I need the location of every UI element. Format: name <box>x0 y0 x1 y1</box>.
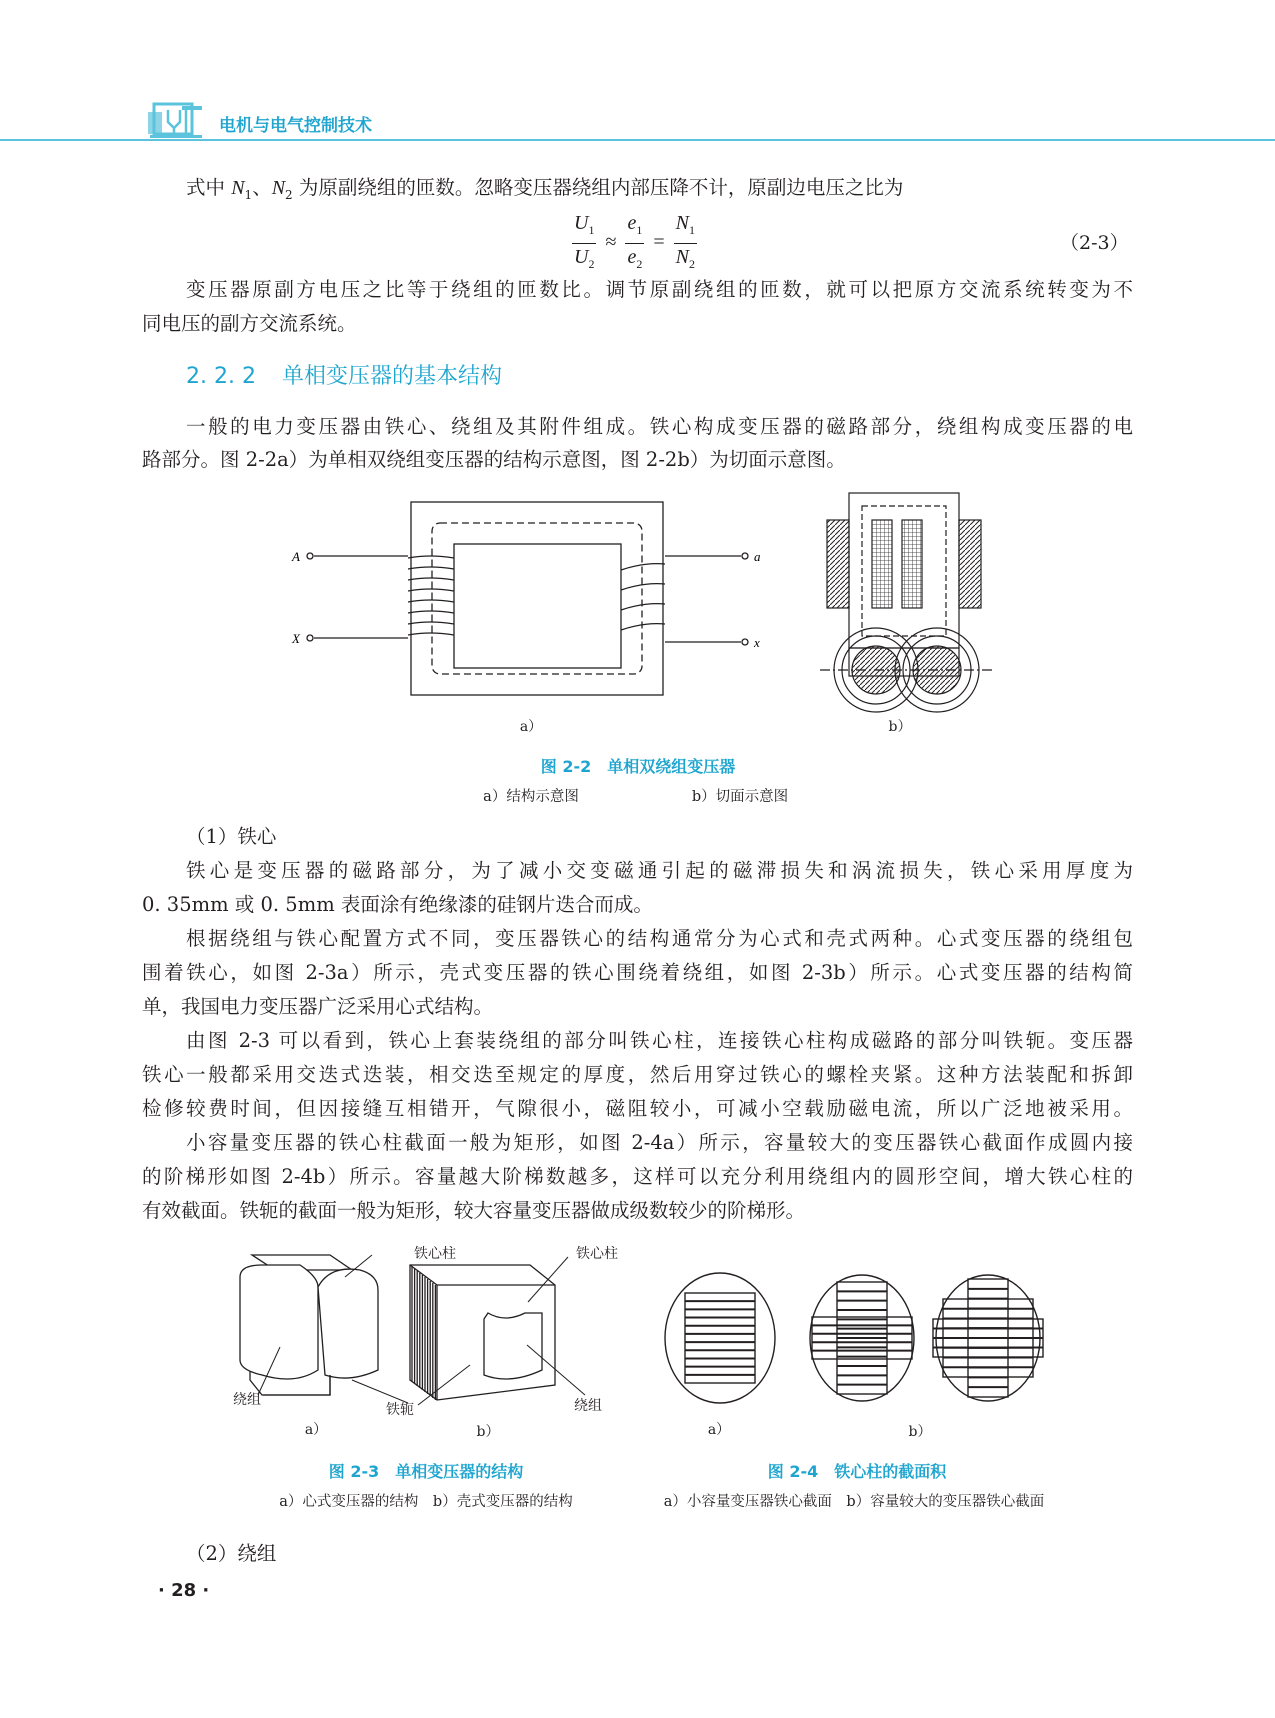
sub: 2 <box>285 187 293 202</box>
equation-number: （2-3） <box>1060 232 1129 254</box>
figure-2-3-caption: 图 2-3 单相变压器的结构 <box>328 1462 524 1481</box>
var: N <box>675 212 689 234</box>
fig22-label-a: a） <box>519 719 543 735</box>
cross-sections <box>665 1273 1043 1403</box>
fraction-u <box>572 210 596 277</box>
lamination-step <box>685 1293 755 1383</box>
fig24-label-b: b） <box>908 1424 932 1440</box>
secondary-coil-turn <box>621 604 665 610</box>
var-n1: N <box>231 177 245 199</box>
primary-coil-turn <box>408 622 454 624</box>
label-winding-a: 绕组 <box>233 1392 261 1408</box>
fig24-label-a: a） <box>707 1422 731 1438</box>
paragraph-line: 根据绕组与铁心配置方式不同，变压器铁心的结构通常分为心式和壳式两种。心式变压器的绕组包 <box>186 927 1133 950</box>
subheading-winding: （2）绕组 <box>186 1542 277 1565</box>
paragraph-line: 围着铁心，如图 2-3a）所示，壳式变压器的铁心围绕着绕组，如图 2-3b）所示。心式变压器的结构简 <box>142 961 1133 984</box>
primary-coil-turn <box>408 578 454 580</box>
sub: 1 <box>688 223 695 237</box>
fraction-e <box>625 210 644 277</box>
label-winding-b: 绕组 <box>574 1398 602 1414</box>
section-heading <box>186 359 528 390</box>
secondary-coil-turn <box>621 584 665 590</box>
figure-2-2-caption: 图 2-2 单相双绕组变压器 <box>540 757 736 776</box>
sub: 2 <box>688 257 695 271</box>
label-core-leg-a: 铁心柱 <box>414 1246 456 1262</box>
figure-2-2-sub-a: a）结构示意图 <box>483 789 579 805</box>
paragraph-line: 0. 35mm 或 0. 5mm 表面涂有绝缘漆的硅钢片迭合而成。 <box>142 893 653 916</box>
label-core-leg-b: 铁心柱 <box>576 1246 618 1262</box>
sub: 1 <box>636 223 643 237</box>
secondary-coil-turn <box>621 624 665 630</box>
figure-2-3-subcaption: a）心式变压器的结构 b）壳式变压器的结构 <box>279 1494 573 1510</box>
transformer-schematic <box>307 502 748 695</box>
book-title: 电机与电气控制技术 <box>219 116 372 136</box>
sub: 1 <box>588 223 595 237</box>
equation-2-3 <box>568 210 701 277</box>
page-number: · 28 · <box>158 1580 210 1601</box>
paragraph-line: 的阶梯形如图 2-4b）所示。容量越大阶梯数越多，这样可以充分利用绕组内的圆形空间，增大铁心柱的 <box>142 1165 1133 1188</box>
var: e <box>627 212 637 234</box>
paragraph-line: 同电压的副方交流系统。 <box>142 312 357 335</box>
core-type-transformer <box>240 1255 378 1395</box>
figure-2-4-caption: 图 2-4 铁心柱的截面积 <box>767 1462 947 1481</box>
paragraph-line: 小容量变压器的铁心柱截面一般为矩形，如图 2-4a）所示，容量较大的变压器铁心截面作成圆内接 <box>186 1131 1133 1154</box>
paragraph-line: 检修较费时间，但因接缝互相错开，气隙很小，磁阻较小，可减小空载励磁电流，所以广泛地被采用。 <box>142 1097 1133 1120</box>
var: N <box>675 246 689 268</box>
subheading-iron-core: （1）铁心 <box>186 825 277 848</box>
figures-2-3-2-4-drawing <box>0 1235 1275 1435</box>
paragraph-line: 变压器原副方电压之比等于绕组的匝数比。调节原副绕组的匝数，就可以把原方交流系统转变为不 <box>186 278 1133 301</box>
text: 式中 <box>186 176 232 199</box>
sub: 2 <box>636 257 643 271</box>
text: 为原副绕组的匝数。忽略变压器绕组内部压降不计，原副边电压之比为 <box>292 176 904 199</box>
paragraph-line: 一般的电力变压器由铁心、绕组及其附件组成。铁心构成变压器的磁路部分，绕组构成变压器的电 <box>186 415 1133 438</box>
fig23-label-b: b） <box>476 1424 500 1440</box>
text: 、 <box>252 176 272 199</box>
paragraph-line: 单，我国电力变压器广泛采用心式结构。 <box>142 995 494 1018</box>
fig22-label-b: b） <box>888 719 912 735</box>
primary-coil-turn <box>408 633 454 635</box>
terminal-a-lower: a <box>754 549 761 564</box>
terminal-x-upper: X <box>292 631 300 646</box>
circuit-logo-icon <box>146 102 206 140</box>
var: U <box>574 212 589 234</box>
var: U <box>574 246 589 268</box>
fig23-label-a: a） <box>304 1422 328 1438</box>
fraction-n <box>674 210 697 277</box>
header-rule <box>0 139 1275 141</box>
var: e <box>627 246 637 268</box>
intro-line <box>186 175 1133 201</box>
terminal-a-upper: A <box>292 549 300 564</box>
primary-coil-turn <box>408 589 454 591</box>
figure-2-4-subcaption: a）小容量变压器铁心截面 b）容量较大的变压器铁心截面 <box>663 1494 1045 1510</box>
sub: 1 <box>244 187 253 202</box>
approx-sign: ≈ <box>605 231 617 254</box>
section-number: 2. 2. 2 <box>186 364 256 389</box>
transformer-section-view <box>820 493 995 712</box>
paragraph-line: 铁心一般都采用交迭式迭装，相交迭至规定的厚度，然后用穿过铁心的螺栓夹紧。这种方法装配和拆卸 <box>142 1063 1133 1086</box>
label-yoke: 铁轭 <box>386 1402 414 1418</box>
terminal-x-lower: x <box>754 635 760 650</box>
shell-type-transformer <box>410 1265 555 1400</box>
paragraph-line: 有效截面。铁轭的截面一般为矩形，较大容量变压器做成级数较少的阶梯形。 <box>142 1199 806 1222</box>
paragraph-line: 铁心是变压器的磁路部分，为了减小交变磁通引起的磁滞损失和涡流损失，铁心采用厚度为 <box>186 859 1133 882</box>
figure-2-2-drawing <box>0 480 1275 740</box>
primary-coil-turn <box>408 567 454 569</box>
figure-2-2-sub-b: b）切面示意图 <box>691 789 789 805</box>
primary-coil-turn <box>408 600 454 602</box>
sub: 2 <box>588 257 595 271</box>
primary-coil-turn <box>408 556 454 558</box>
paragraph-line: 路部分。图 2-2a）为单相双绕组变压器的结构示意图，图 2-2b）为切面示意图。 <box>142 448 846 471</box>
paragraph-line: 由图 2-3 可以看到，铁心上套装绕组的部分叫铁心柱，连接铁心柱构成磁路的部分叫铁轭。变压器 <box>186 1029 1133 1052</box>
secondary-coil-turn <box>621 564 665 570</box>
primary-coil-turn <box>408 611 454 613</box>
equals-sign: = <box>653 231 665 254</box>
var-n2: N <box>271 177 286 199</box>
section-title: 单相变压器的基本结构 <box>281 364 502 389</box>
